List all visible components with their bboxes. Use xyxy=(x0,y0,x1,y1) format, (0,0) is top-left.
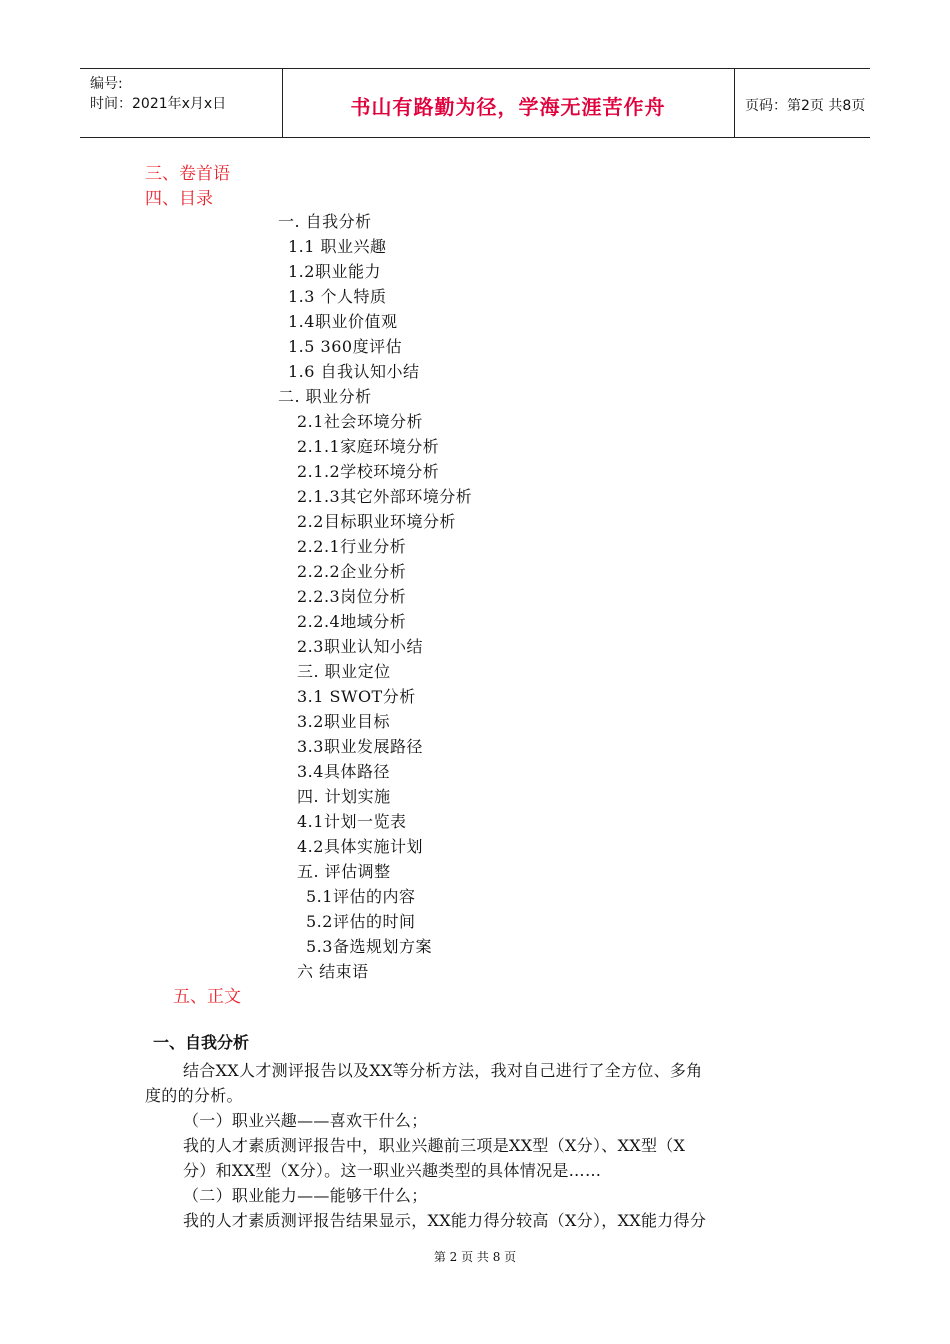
section-preface: 三、卷首语 xyxy=(145,164,230,184)
toc-item[interactable]: 五. 评估调整 xyxy=(297,862,391,881)
motto-text: 书山有路勤为径，学海无涯苦作舟 xyxy=(350,95,666,119)
header-page-cell xyxy=(735,69,870,137)
toc-item[interactable]: 2.2.1行业分析 xyxy=(297,537,407,556)
toc-item[interactable]: 3.4具体路径 xyxy=(297,762,390,781)
page-footer: 第 2 页 共 8 页 xyxy=(433,1250,517,1264)
body-line: 我的人才素质测评报告中，职业兴趣前三项是XX型（X分）、XX型（X xyxy=(183,1136,686,1155)
toc-item[interactable]: 1.1 职业兴趣 xyxy=(288,237,387,256)
body-line: 度的的分析。 xyxy=(145,1086,243,1105)
toc-item[interactable]: 1.3 个人特质 xyxy=(288,287,387,306)
toc-item[interactable]: 一. 自我分析 xyxy=(278,212,372,231)
toc-item[interactable]: 1.4职业价值观 xyxy=(288,312,398,331)
toc-item[interactable]: 5.1评估的内容 xyxy=(306,887,416,906)
section-main-text: 五、正文 xyxy=(173,987,241,1007)
toc-item[interactable]: 四. 计划实施 xyxy=(297,787,391,806)
toc-item[interactable]: 2.1社会环境分析 xyxy=(297,412,423,431)
body-line: （一）职业兴趣——喜欢干什么； xyxy=(183,1111,428,1130)
toc-item[interactable]: 二. 职业分析 xyxy=(278,387,372,406)
toc-item[interactable]: 5.2评估的时间 xyxy=(306,912,416,931)
toc-item[interactable]: 六 结束语 xyxy=(297,962,369,981)
toc-item[interactable]: 3.3职业发展路径 xyxy=(297,737,423,756)
toc-item[interactable]: 2.1.3其它外部环境分析 xyxy=(297,487,473,506)
toc-item[interactable]: 2.3职业认知小结 xyxy=(297,637,423,656)
toc-item[interactable]: 2.1.1家庭环境分析 xyxy=(297,437,440,456)
toc-item[interactable]: 4.1计划一览表 xyxy=(297,812,407,831)
time-label: 时间：2021年x月x日 xyxy=(90,96,227,112)
toc-item[interactable]: 4.2具体实施计划 xyxy=(297,837,423,856)
body-heading: 一、自我分析 xyxy=(153,1033,250,1052)
number-label: 编号: xyxy=(90,76,123,92)
toc-item[interactable]: 2.1.2学校环境分析 xyxy=(297,462,440,481)
page-header xyxy=(80,68,870,138)
toc-item[interactable]: 三. 职业定位 xyxy=(297,662,391,681)
toc-item[interactable]: 2.2.4地域分析 xyxy=(297,612,407,631)
toc-item[interactable]: 2.2目标职业环境分析 xyxy=(297,512,456,531)
body-line: 结合XX人才测评报告以及XX等分析方法，我对自己进行了全方位、多角 xyxy=(183,1061,703,1080)
toc-item[interactable]: 5.3备选规划方案 xyxy=(306,937,432,956)
body-line: 分）和XX型（X分）。这一职业兴趣类型的具体情况是…… xyxy=(183,1161,602,1180)
body-line: （二）职业能力——能够干什么； xyxy=(183,1186,428,1205)
toc-item[interactable]: 2.2.2企业分析 xyxy=(297,562,407,581)
header-motto-cell xyxy=(282,69,735,137)
page-info: 页码：第2页 共8页 xyxy=(745,98,866,114)
header-meta-cell xyxy=(80,69,283,137)
toc-item[interactable]: 2.2.3岗位分析 xyxy=(297,587,407,606)
toc-item[interactable]: 1.6 自我认知小结 xyxy=(288,362,420,381)
toc-item[interactable]: 1.5 360度评估 xyxy=(288,337,403,356)
section-toc: 四、目录 xyxy=(145,189,213,209)
toc-item[interactable]: 1.2职业能力 xyxy=(288,262,381,281)
toc-item[interactable]: 3.2职业目标 xyxy=(297,712,390,731)
body-line: 我的人才素质测评报告结果显示，XX能力得分较高（X分），XX能力得分 xyxy=(183,1211,707,1230)
toc-item[interactable]: 3.1 SWOT分析 xyxy=(297,687,416,706)
